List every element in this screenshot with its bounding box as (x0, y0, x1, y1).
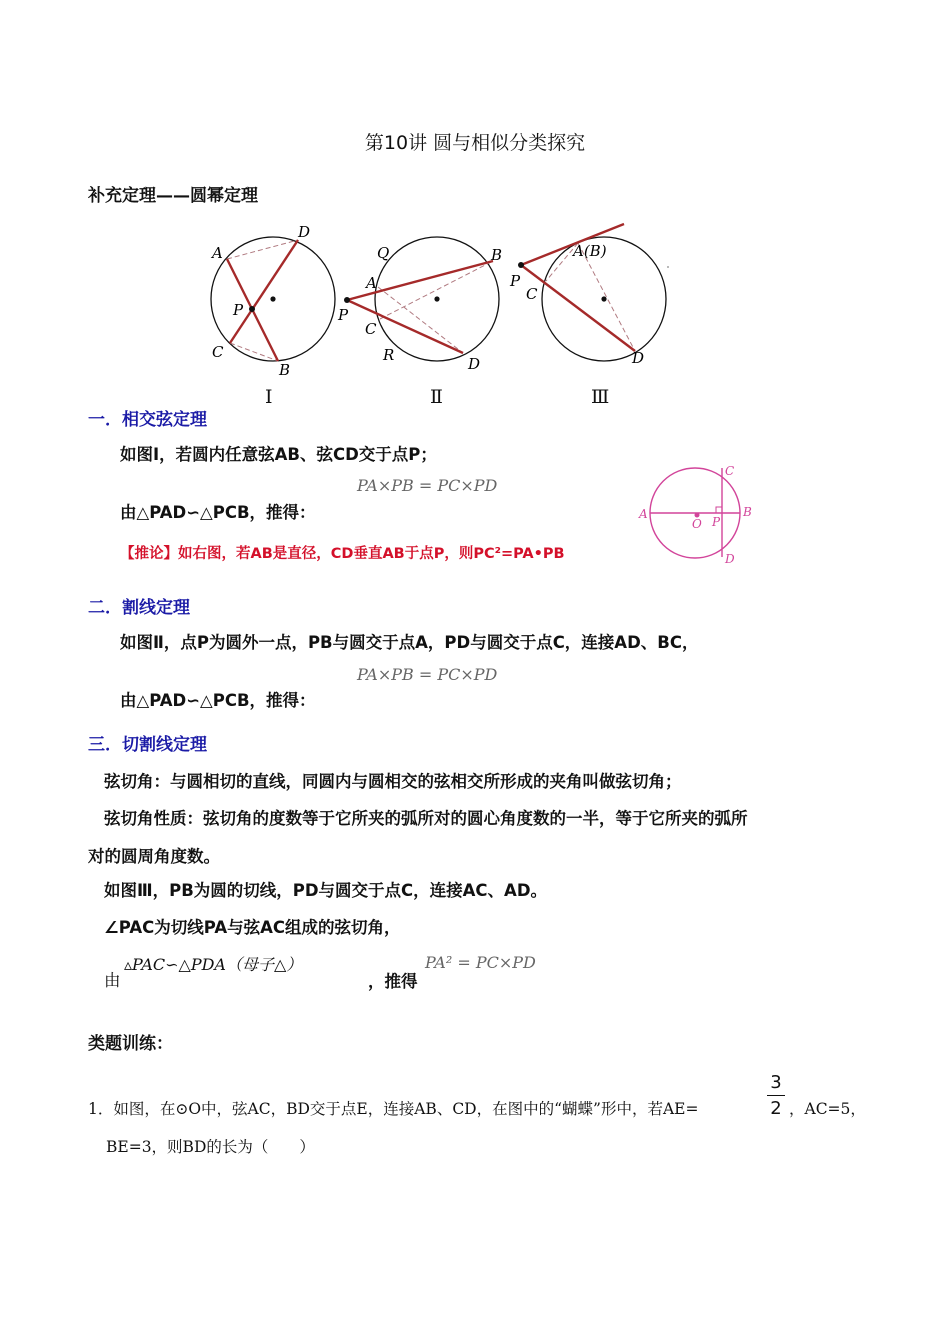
figure-1-caption: Ⅰ (265, 386, 273, 408)
label-c-1: C (212, 343, 224, 361)
page-title: 第10讲 圆与相似分类探究 (364, 132, 586, 154)
stray-dot (667, 266, 669, 268)
label-c-2: C (365, 320, 377, 338)
label-q-2: Q (377, 244, 390, 262)
section-3-line-5: ∠PAC为切线PA与弦AC组成的弦切角， (104, 918, 401, 937)
supplement-heading: 补充定理——圆幂定理 (88, 186, 258, 206)
label-b-1: B (279, 361, 291, 379)
label-ab-3: A(B) (573, 242, 607, 260)
figure-1-center (270, 296, 275, 301)
section-2-formula: PA×PB = PC×PD (357, 665, 498, 684)
section-3-line-4: 如图Ⅲ，PB为圆的切线，PD与圆交于点C，连接AC、AD。 (104, 881, 548, 900)
section-3-heading: 三．切割线定理 (88, 735, 207, 755)
fraction-bar (767, 1095, 785, 1096)
figure-2-dash-cb (380, 261, 493, 319)
small-label-b: B (743, 505, 752, 519)
section-3-formula: PA² = PC×PD (425, 953, 536, 972)
corollary-figure (636, 460, 756, 568)
secant-pd-3 (521, 265, 635, 351)
question-1-line-2: BE=3，则BD的长为（ ） (106, 1138, 315, 1156)
section-3-tuide: ，推得 (368, 972, 418, 991)
figure-3-center (601, 296, 606, 301)
section-2-line-2: 由△PAD∽△PCB，推得： (120, 691, 316, 710)
figure-2 (337, 237, 502, 373)
chord-cd (230, 240, 298, 343)
section-1-formula: PA×PB = PC×PD (357, 476, 498, 495)
section-2-heading: 二．割线定理 (88, 598, 190, 618)
figure-1 (210, 223, 335, 379)
section-3-you: 由 (104, 971, 121, 990)
label-b-2: B (491, 246, 503, 264)
small-label-d: D (725, 552, 735, 566)
label-p-1: P (233, 301, 244, 319)
label-d-1: D (298, 223, 311, 241)
label-p-3: P (510, 272, 521, 290)
figure-2-caption: Ⅱ (430, 386, 443, 408)
section-1-line-1: 如图Ⅰ，若圆内任意弦AB、弦CD交于点P； (120, 445, 437, 464)
section-3-similar: ▵PAC∽△PDA（母子△） (124, 955, 303, 974)
point-p-3 (518, 262, 524, 268)
section-2-line-1: 如图Ⅱ，点P为圆外一点，PB与圆交于点A，PD与圆交于点C，连接AD、BC， (120, 633, 699, 652)
question-1-line-1-end: ，AC=5， (789, 1100, 866, 1118)
figure-2-center (434, 296, 439, 301)
label-r-2: R (383, 346, 395, 364)
practice-heading: 类题训练： (88, 1034, 173, 1054)
label-p-2: P (338, 306, 349, 324)
point-p-2 (344, 297, 350, 303)
section-3-line-3: 对的圆周角度数。 (88, 847, 220, 866)
label-a-2: A (366, 274, 377, 292)
point-p-1 (249, 306, 255, 312)
question-1-line-1: 1．如图，在⊙O中，弦AC，BD交于点E，连接AB、CD，在图中的“蝴蝶”形中，若AE= (88, 1100, 699, 1118)
small-label-c: C (725, 464, 735, 478)
figure-3 (509, 224, 669, 367)
figure-3-caption: Ⅲ (591, 386, 610, 408)
section-1-line-2: 由△PAD∽△PCB，推得： (120, 503, 316, 522)
power-of-point-figures (190, 215, 700, 415)
label-d-2: D (468, 355, 481, 373)
section-3-line-1: 弦切角：与圆相切的直线，同圆内与圆相交的弦相交所形成的夹角叫做弦切角； (104, 772, 682, 791)
label-c-3: C (526, 285, 538, 303)
label-d-3: D (632, 349, 645, 367)
small-label-p: P (712, 515, 721, 529)
right-angle-mark (716, 507, 722, 513)
fraction-denominator: 2 (770, 1098, 782, 1119)
label-a-1: A (212, 244, 223, 262)
small-label-o: O (692, 517, 702, 531)
fraction-numerator: 3 (770, 1072, 782, 1093)
section-1-heading: 一．相交弦定理 (88, 410, 207, 430)
small-label-a: A (639, 507, 648, 521)
section-1-corollary: 【推论】如右图，若AB是直径，CD垂直AB于点P，则PC²=PA•PB (120, 546, 565, 562)
section-3-line-2: 弦切角性质：弦切角的度数等于它所夹的弧所对的圆心角度数的一半，等于它所夹的弧所 (104, 809, 748, 828)
